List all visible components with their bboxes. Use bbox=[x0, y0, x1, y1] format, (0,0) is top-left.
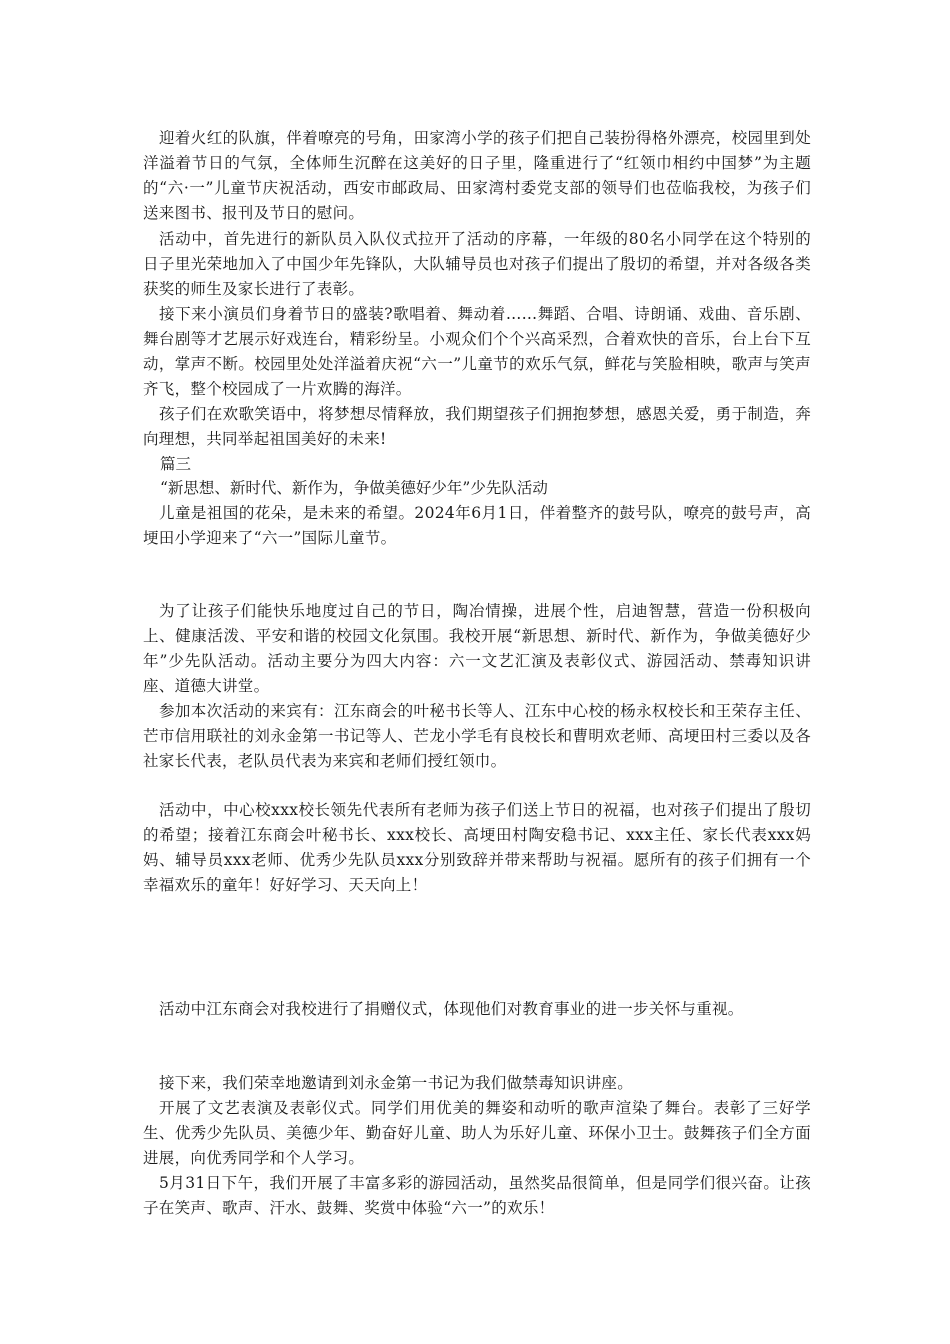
paragraph-9: 活动中江东商会对我校进行了捐赠仪式，体现他们对教育事业的进一步关怀与重视。 bbox=[159, 1000, 744, 1018]
section-title: “新思想、新时代、新作为，争做美德好少年”少先队活动 bbox=[160, 479, 548, 497]
paragraph-7: 参加本次活动的来宾有：江东商会的叶秘书长等人、江东中心校的杨永权校长和王荣存主任、芒市信用联社的刘永金第一书记等人、芒龙小学毛有良校长和曹明欢老师、高埂田村三委以及各社家长代表，老队员代表为来宾和老师们授红领巾。 bbox=[143, 702, 811, 770]
paragraph-8: 活动中，中心校xxx校长领先代表所有老师为孩子们送上节日的祝福，也对孩子们提出了殷切的希望；接着江东商会叶秘书长、xxx校长、高埂田村陶安稳书记、xxx主任、家长代表xxx妈妈、辅导员xxx老师、优秀少先队员xxx分别致辞并带来帮助与祝福。愿所有的孩子们拥有一个幸福欢乐的童年！好好学习、天天向上！ bbox=[143, 801, 811, 894]
paragraph-1: 迎着火红的队旗，伴着嘹亮的号角，田家湾小学的孩子们把自己装扮得格外漂亮，校园里到处洋溢着节日的气氛，全体师生沉醉在这美好的日子里，隆重进行了“红领巾相约中国梦”为主题的“六·一”儿童节庆祝活动，西安市邮政局、田家湾村委党支部的领导们也莅临我校，为孩子们送来图书、报刊及节日的慰问。 bbox=[143, 129, 811, 222]
paragraph-2: 活动中，首先进行的新队员入队仪式拉开了活动的序幕，一年级的80名小同学在这个特别的日子里光荣地加入了中国少年先锋队，大队辅导员也对孩子们提出了殷切的希望，并对各级各类获奖的师生及家长进行了表彰。 bbox=[143, 230, 811, 298]
paragraph-12: 5月31日下午，我们开展了丰富多彩的游园活动，虽然奖品很简单，但是同学们很兴奋。让孩子在笑声、歌声、汗水、鼓舞、奖赏中体验“六一”的欢乐！ bbox=[143, 1174, 811, 1217]
paragraph-6: 为了让孩子们能快乐地度过自己的节日，陶冶情操，进展个性，启迪智慧，营造一份积极向上、健康活泼、平安和谐的校园文化氛围。我校开展“新思想、新时代、新作为，争做美德好少年”少先队活动。活动主要分为四大内容：六一文艺汇演及表彰仪式、游园活动、禁毒知识讲座、道德大讲堂。 bbox=[143, 602, 811, 695]
paragraph-10: 接下来，我们荣幸地邀请到刘永金第一书记为我们做禁毒知识讲座。 bbox=[159, 1074, 634, 1092]
paragraph-5: 儿童是祖国的花朵，是未来的希望。2024年6月1日，伴着整齐的鼓号队，嘹亮的鼓号声，高埂田小学迎来了“六一”国际儿童节。 bbox=[143, 504, 811, 547]
paragraph-11: 开展了文艺表演及表彰仪式。同学们用优美的舞姿和动听的歌声渲染了舞台。表彰了三好学生、优秀少先队员、美德少年、勤奋好儿童、助人为乐好儿童、环保小卫士。鼓舞孩子们全方面进展，向优秀同学和个人学习。 bbox=[143, 1099, 811, 1167]
section-label: 篇三 bbox=[160, 455, 192, 473]
paragraph-3: 接下来小演员们身着节日的盛装?歌唱着、舞动着……舞蹈、合唱、诗朗诵、戏曲、音乐剧、舞台剧等才艺展示好戏连台，精彩纷呈。小观众们个个兴高采烈，合着欢快的音乐，台上台下互动，掌声不断。校园里处处洋溢着庆祝“六一”儿童节的欢乐气氛，鲜花与笑脸相映，歌声与笑声齐飞，整个校园成了一片欢腾的海洋。 bbox=[143, 305, 811, 398]
paragraph-4: 孩子们在欢歌笑语中，将梦想尽情释放，我们期望孩子们拥抱梦想，感恩关爱，勇于制造，奔向理想，共同举起祖国美好的未来! bbox=[143, 405, 811, 448]
